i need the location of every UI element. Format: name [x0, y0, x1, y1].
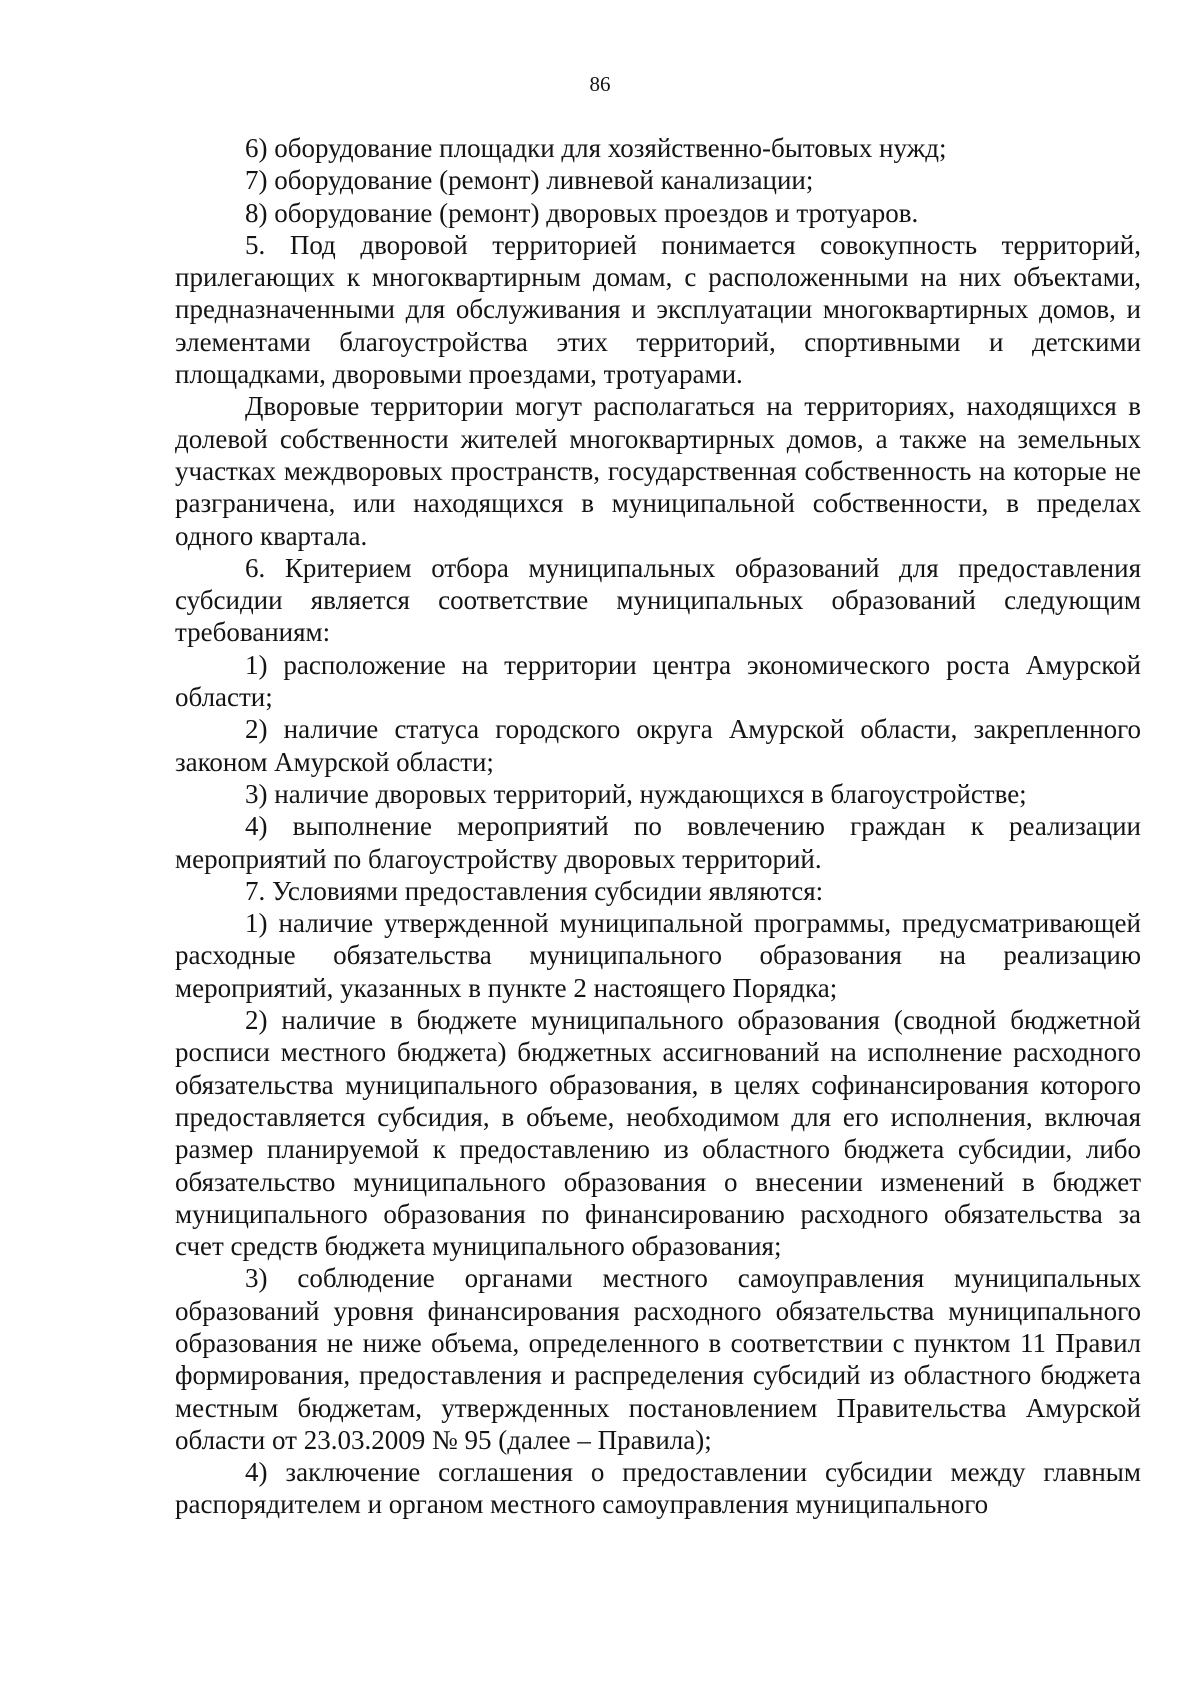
- paragraph-criterion-3: 3) наличие дворовых территорий, нуждающихся в благоустройстве;: [245, 778, 1027, 809]
- paragraph-condition-1: 1) наличие утвержденной муниципальной программы, предусматривающей расходные обязательства муниципального образования на реализацию мероприятий, указанных в пункте 2 настоящего Порядка;: [175, 908, 1141, 1003]
- paragraph-criterion-4: 4) выполнение мероприятий по вовлечению граждан к реализации мероприятий по благоустройству дворовых территорий.: [175, 811, 1141, 874]
- paragraph-section-6: 6. Критерием отбора муниципальных образований для предоставления субсидии является соответствие муниципальных образований следующим требованиям:: [175, 552, 1141, 648]
- paragraph-item-7: 7) оборудование (ремонт) ливневой канализации;: [245, 165, 814, 196]
- paragraph-section-5: 5. Под дворовой территорией понимается совокупность территорий, прилегающих к многоквартирным домам, с расположенными на них объектами, предназначенными для обслуживания и эксплуатации многоквартирных домов, и элементами благоустройства этих территорий, спортивными и детскими площадками, дворовыми проездами, тротуарами.: [175, 229, 1141, 390]
- paragraph-criterion-2: 2) наличие статуса городского округа Амурской области, закрепленного законом Амурской области;: [175, 714, 1141, 777]
- paragraph-section-7: 7. Условиями предоставления субсидии являются:: [245, 875, 824, 906]
- paragraph-condition-4: 4) заключение соглашения о предоставлении субсидии между главным распорядителем и органом местного самоуправления муниципального: [175, 1457, 1141, 1520]
- paragraph-item-8: 8) оборудование (ремонт) дворовых проездов и тротуаров.: [245, 197, 919, 228]
- paragraph-criterion-1: 1) расположение на территории центра экономического роста Амурской области;: [175, 649, 1141, 713]
- paragraph-item-6: 6) оборудование площадки для хозяйственно-бытовых нужд;: [245, 133, 947, 163]
- paragraph-yard-territories: Дворовые территории могут располагаться на территориях, находящихся в долевой собственности жителей многоквартирных домов, а также на земельных участках междворовых пространств, государственная собственность на которые не разграничена, или находящихся в муниципальной собственности, в пределах одного квартала.: [175, 391, 1141, 551]
- paragraph-condition-3: 3) соблюдение органами местного самоуправления муниципальных образований уровня финансирования расходного обязательства муниципального образования не ниже объема, определенного в соответствии с пунктом 11 Правил формирования, предоставления и распределения субсидий из областного бюджета местным бюджетам, утвержденных постановлением Правительства Амурской области от 23.03.2009 № 95 (далее – Правила);: [175, 1263, 1141, 1455]
- page-number: 86: [589, 72, 611, 96]
- paragraph-condition-2: 2) наличие в бюджете муниципального образования (сводной бюджетной росписи местного бюджета) бюджетных ассигнований на исполнение расходного обязательства муниципального образования, в целях софинансирования которого предоставляется субсидия, в объеме, необходимом для его исполнения, включая размер планируемой к предоставлению из областного бюджета субсидии, либо обязательство муниципального образования о внесении изменений в бюджет муниципального образования по финансированию расходного обязательства за счет средств бюджета муниципального образования;: [175, 1005, 1141, 1262]
- document-body: [175, 132, 1141, 1521]
